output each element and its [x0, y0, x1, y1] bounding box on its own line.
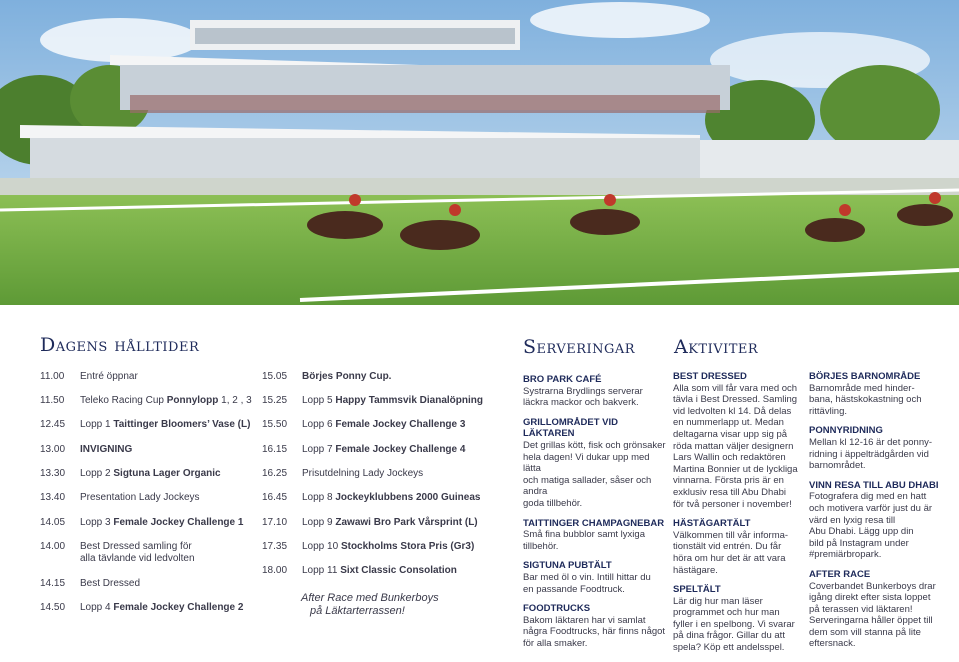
schedule-event [302, 419, 465, 431]
info-text: tionstält vid entrén. Du får [673, 541, 782, 553]
schedule-time: 13.40 [40, 492, 66, 503]
event-name: Jockeyklubbens 2000 Guineas [335, 492, 481, 503]
info-text: Alla som vill får vara med och [673, 382, 798, 394]
schedule-time: 14.50 [40, 602, 66, 613]
title-aktiviter: Aktiviter [674, 336, 759, 358]
info-block [673, 518, 798, 576]
info-text: goda tillbehör. [523, 497, 583, 509]
info-heading: HÄSTÄGARTÄLT [673, 518, 751, 530]
info-text: barnområdet. [809, 460, 866, 472]
schedule-event [302, 371, 391, 383]
info-text: värd en lyxig resa till [809, 514, 896, 526]
event-name: Taittinger Bloomers’ Vase (L) [113, 419, 251, 430]
info-heading: BRO PARK CAFÉ [523, 374, 602, 385]
schedule-event [80, 419, 250, 431]
schedule-time: 16.45 [262, 492, 288, 503]
schedule-time: 17.10 [262, 517, 288, 528]
info-text: eftersnack. [809, 638, 856, 650]
schedule-event [80, 492, 200, 504]
info-text: ridning i äppelträdgården vid [809, 448, 929, 460]
info-text: Abu Dhabi. Lägg upp din [809, 526, 914, 538]
info-block [809, 480, 954, 561]
info-block [523, 417, 668, 510]
event-name: Female Jockey Challenge 3 [335, 419, 466, 430]
info-text: hela dagen! Vi dukar upp med lätta [523, 451, 650, 475]
event-text: Lopp 4 [80, 602, 114, 613]
info-text: höra om hur det är att vara [673, 552, 786, 564]
info-text: Små fina bubblor samt lyxiga [523, 529, 645, 541]
info-text: bana, hästskokastning och [809, 394, 922, 406]
after-race-line2: på Läktarterrassen! [310, 605, 405, 617]
schedule-event [302, 444, 465, 456]
title-serveringar: Serveringar [523, 336, 636, 358]
info-text: läckra mackor och bakverk. [523, 397, 639, 409]
info-text: Lär dig hur man läser [673, 595, 763, 607]
schedule-event [80, 444, 132, 456]
info-block [809, 569, 954, 650]
schedule-time: 12.45 [40, 419, 66, 430]
info-text: deltagarna visar upp sig på [673, 428, 788, 440]
info-text: på terassen vid läktaren! [809, 603, 913, 615]
schedule-time: 14.05 [40, 517, 66, 528]
info-text: dem som vill stanna på lite [809, 626, 921, 638]
event-text: Lopp 2 [80, 468, 114, 479]
event-text: 1, 2 , 3 [218, 395, 252, 406]
schedule-middle [262, 371, 512, 576]
after-race-note [301, 592, 439, 618]
info-text: exklusiv resa till Abu Dhabi [673, 486, 786, 498]
event-text: Lopp 3 [80, 517, 114, 528]
info-text: Martina Bonnier ut de lyckliga [673, 463, 798, 475]
info-heading: FOODTRUCKS [523, 603, 591, 615]
info-heading: SPELTÄLT [673, 584, 721, 596]
schedule-time: 11.00 [40, 371, 65, 382]
info-text: rittävling. [809, 405, 848, 417]
schedule-time: 14.15 [40, 578, 66, 589]
schedule-event [80, 395, 252, 407]
aktiviter-column-1 [673, 371, 798, 662]
info-text: en passande Foodtruck. [523, 583, 625, 595]
event-text: Lopp 6 [302, 419, 336, 430]
info-text: Bakom läktaren har vi samlat [523, 614, 646, 626]
schedule-time: 17.35 [262, 541, 288, 552]
info-text: hästägare. [673, 564, 718, 576]
event-text: Lopp 1 [80, 419, 114, 430]
info-block [523, 560, 668, 595]
info-text: Det grillas kött, fisk och grönsaker [523, 439, 666, 451]
info-text: Bar med öl o vin. Intill hittar du [523, 571, 651, 583]
info-block [523, 374, 668, 409]
info-text: igång direkt efter sista loppet [809, 592, 931, 604]
info-text: för två personer i november! [673, 498, 792, 510]
info-text: vinnarna. Första pris är en [673, 475, 784, 487]
event-text: Lopp 7 [302, 444, 336, 455]
schedule-event [80, 578, 140, 590]
schedule-left [40, 371, 255, 621]
info-text: tillbehör. [523, 540, 559, 552]
serveringar-column [523, 374, 668, 657]
event-text: Lopp 10 [302, 541, 341, 552]
event-name: Happy Tammsvik Dianalöpning [335, 395, 483, 406]
info-text: Barnområde med hinder- [809, 382, 915, 394]
event-text: Best Dressed [80, 578, 141, 589]
schedule-time: 13.30 [40, 468, 66, 479]
info-heading: BEST DRESSED [673, 371, 747, 382]
info-heading: TAITTINGER CHAMPAGNEBAR [523, 517, 665, 529]
info-text: spela? Köp ett andelsspel. [673, 642, 785, 654]
schedule-event [80, 468, 221, 480]
schedule-time: 15.25 [262, 395, 288, 406]
info-text: Serveringarna håller öppet till [809, 615, 933, 627]
info-text: Fotografera dig med en hatt [809, 491, 927, 503]
info-heading: SIGTUNA PUBTÄLT [523, 560, 612, 572]
info-text: programmet och hur man [673, 607, 780, 619]
event-name: Stockholms Stora Pris (Gr3) [340, 541, 475, 552]
info-text: röda mattan väljer designern [673, 440, 794, 452]
info-text: Systrarna Brydlings serverar [523, 385, 643, 397]
event-name: Female Jockey Challenge 2 [113, 602, 244, 613]
schedule-time: 18.00 [262, 565, 288, 576]
info-text: fyller i en spelbong. Vi svarar [673, 618, 795, 630]
info-heading: AFTER RACE [809, 568, 871, 580]
event-name: Sigtuna Lager Organic [113, 468, 221, 479]
schedule-event [302, 517, 478, 529]
info-block [523, 518, 668, 553]
schedule-event [80, 541, 195, 565]
aktiviter-column-2 [809, 371, 954, 658]
schedule-event [302, 492, 480, 504]
event-name: INVIGNING [80, 444, 133, 455]
event-name: Börjes Ponny Cup. [302, 371, 392, 382]
info-text: bild på Instagram under [809, 537, 909, 549]
schedule-time: 13.00 [40, 444, 66, 455]
event-text: Presentation Lady Jockeys [80, 492, 200, 503]
info-block [809, 371, 954, 417]
event-text: Lopp 8 [302, 492, 336, 503]
schedule-time: 15.50 [262, 419, 288, 430]
event-name: Ponnylopp [166, 395, 219, 406]
info-text: vid ledvolten kl 14. Då delas [673, 405, 792, 417]
event-text: Lopp 9 [302, 517, 336, 528]
schedule-time: 16.25 [262, 468, 288, 479]
event-name: Female Jockey Challenge 1 [113, 517, 244, 528]
info-block [673, 584, 798, 654]
schedule-time: 14.00 [40, 541, 66, 552]
event-text: Lopp 5 [302, 395, 336, 406]
schedule-event [80, 602, 243, 614]
schedule-time: 15.05 [262, 371, 288, 382]
info-heading: VINN RESA TILL ABU DHABI [809, 479, 939, 491]
info-text: #premiärbropark. [809, 549, 882, 561]
hero-photo-grandstand [0, 0, 959, 305]
info-text: Coverbandet Bunkerboys drar [809, 580, 936, 592]
event-text: Lopp 11 [302, 565, 341, 576]
info-text: en nummerlapp ut. Medan [673, 417, 784, 429]
info-heading: GRILLOMRÅDET VID LÄKTAREN [523, 416, 618, 440]
info-text: Lars Wallin och redaktören [673, 452, 786, 464]
event-text-line2: alla tävlande vid ledvolten [80, 553, 195, 564]
after-race-line1: After Race med Bunkerboys [301, 592, 439, 604]
event-text: Teleko Racing Cup [80, 395, 167, 406]
info-block [673, 371, 798, 510]
schedule-time: 16.15 [262, 444, 288, 455]
info-text: tävla i Best Dressed. Samling [673, 394, 798, 406]
schedule-event [302, 468, 423, 480]
schedule-event [302, 565, 457, 577]
event-text: Entré öppnar [80, 371, 138, 382]
title-dagens-halltider: Dagens hålltider [40, 334, 200, 356]
info-text: och matiga sallader, såser och andra [523, 474, 652, 498]
grandstand-illustration [0, 0, 959, 305]
schedule-event [80, 371, 138, 383]
event-text: Prisutdelning Lady Jockeys [302, 468, 424, 479]
schedule-event [302, 395, 483, 407]
info-text: Välkommen till vår informa- [673, 529, 789, 541]
info-text: och motivera varför just du är [809, 502, 933, 514]
info-text: några Foodtrucks, här finns något [523, 626, 666, 638]
info-text: på dina frågor. Gillar du att [673, 630, 785, 642]
event-name: Sixt Classic Consolation [340, 565, 457, 576]
schedule-time: 11.50 [40, 395, 65, 406]
event-text: Best Dressed samling för [80, 541, 192, 552]
schedule-event [302, 541, 474, 553]
info-text: Mellan kl 12-16 är det ponny- [809, 436, 933, 448]
info-block [523, 603, 668, 649]
info-heading: BÖRJES BARNOMRÅDE [809, 371, 921, 382]
info-block [809, 425, 954, 471]
schedule-event [80, 517, 243, 529]
event-name: Zawawi Bro Park Vårsprint (L) [335, 517, 478, 528]
info-heading: PONNYRIDNING [809, 425, 883, 437]
info-text: för alla smaker. [523, 637, 588, 649]
event-name: Female Jockey Challenge 4 [335, 444, 466, 455]
